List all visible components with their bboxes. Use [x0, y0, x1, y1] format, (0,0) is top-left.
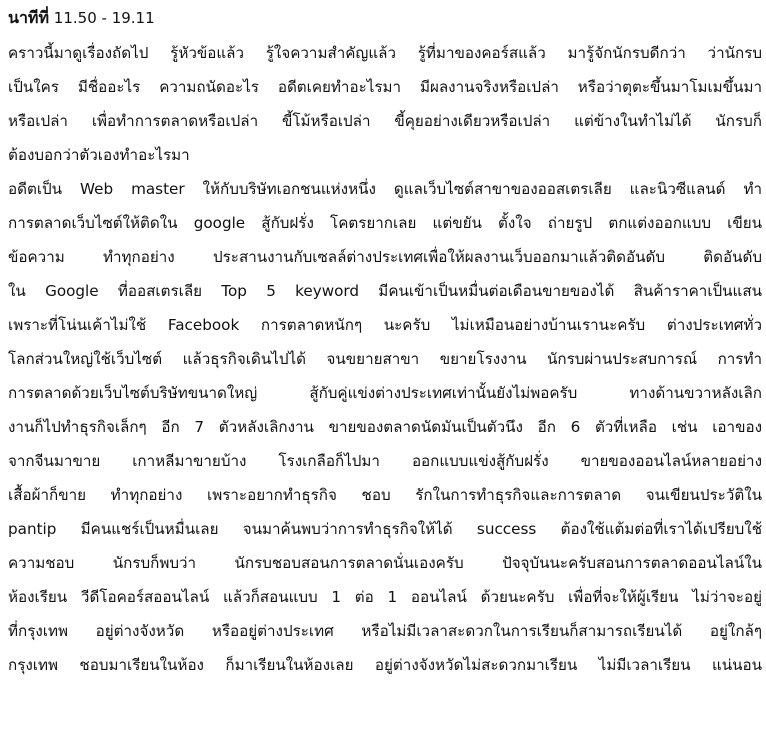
paragraph-line: ห้องเรียน วีดีโอคอร์สออนไลน์ แล้วก็สอนแบบ 1 ต่อ 1 ออนไลน์ ด้วยนะครับ เพื่อที่จะให้ผู้เรียน ไม่ว่าจะอยู่ — [8, 588, 762, 606]
paragraph-line: ความชอบ นักรบก็พบว่า นักรบชอบสอนการตลาดนั่นเองครับ ปัจจุบันนะครับสอนการตลาดออนไลน์ใน — [8, 554, 762, 572]
paragraph-line: งานก็ไปทำธุรกิจเล็กๆ อีก 7 ตัวหลังเลิกงาน ขายของตลาดนัดมันเป็นตัวนึง อีก 6 ตัวที่เหลือ เช่น เอาของ — [8, 418, 762, 436]
paragraph-line: ต้องบอกว่าตัวเองทำอะไรมา — [8, 146, 190, 164]
document-body — [8, 0, 762, 682]
paragraph-line: เป็นใคร มีชื่ออะไร ความถนัดอะไร อดีตเคยทำอะไรมา มีผลงานจริงหรือเปล่า หรือว่าตุตะขึ้นมาโมเมขึ้นมา — [8, 78, 762, 96]
paragraph-line: หรือเปล่า เพื่อทำการตลาดหรือเปล่า ขี้โม้หรือเปล่า ขี้คุยอย่างเดียวหรือเปล่า แต่ข้างในทำไม่ได้ นักรบก็ — [8, 112, 762, 130]
paragraph-line: จากจีนมาขาย เกาหลีมาขายบ้าง โรงเกลือก็ไปมา ออกแบบแข่งสู้กับฝรั่ง ขายของออนไลน์หลายอย่าง — [8, 452, 762, 470]
heading-timestamp: 11.50 - 19.11 — [53, 9, 155, 27]
paragraph-line: โลกส่วนใหญ่ใช้เว็บไซต์ แล้วธุรกิจเดินไปได้ จนขยายสาขา ขยายโรงงาน นักรบผ่านประสบการณ์ การทำ — [8, 350, 762, 368]
paragraph-line: การตลาดด้วยเว็บไซต์บริษัทขนาดใหญ่ สู้กับคู่แข่งต่างประเทศเท่านั้นยังไม่พอครับ ทางด้านขวาหลังเลิก — [8, 384, 762, 402]
paragraph-line: อดีตเป็น Web master ให้กับบริษัทเอกชนแห่งหนึ่ง ดูแลเว็บไซต์สาขาของออสเตรเลีย และนิวซีแลนด์ ทำ — [8, 180, 762, 198]
paragraph-line: ข้อความ ทำทุกอย่าง ประสานงานกับเซลล์ต่างประเทศเพื่อให้ผลงานเว็บออกมาแล้วติดอันดับ ติดอันดับ — [8, 248, 762, 266]
paragraph-biography — [8, 172, 762, 682]
paragraph-line: กรุงเทพ ชอบมาเรียนในห้อง ก็มาเรียนในห้องเลย อยู่ต่างจังหวัดไม่สะดวกมาเรียน ไม่มีเวลาเรียน แน่นอน — [8, 656, 762, 674]
paragraph-line: ใน Google ที่ออสเตรเลีย Top 5 keyword มีคนเข้าเป็นหมื่นต่อเดือนขายของได้ สินค้าราคาเป็นแสน — [8, 282, 762, 300]
paragraph-line: เสื้อผ้าก็ขาย ทำทุกอย่าง เพราะอยากทำธุรกิจ ชอบ รักในการทำธุรกิจและการตลาด จนเขียนประวัติใน — [8, 486, 762, 504]
heading-label: นาทีที่ — [8, 8, 50, 27]
paragraph-line: เพราะที่โน่นเค้าไม่ใช้ Facebook การตลาดหนักๆ นะครับ ไม่เหมือนอย่างบ้านเรานะครับ ต่างประเทศทั่ว — [8, 316, 762, 334]
paragraph-line: การตลาดเว็บไซต์ให้ติดใน google สู้กับฝรั่ง โคตรยากเลย แต่ขยัน ตั้งใจ ถ่ายรูป ตกแต่งออกแบบ เขียน — [8, 214, 762, 232]
section-heading — [8, 0, 762, 36]
paragraph-line: ที่กรุงเทพ อยู่ต่างจังหวัด หรืออยู่ต่างประเทศ หรือไม่มีเวลาสะดวกในการเรียนก็สามารถเรียนได้ อยู่ใกล้ๆ — [8, 622, 762, 640]
paragraph-line: pantip มีคนแชร์เป็นหมื่นเลย จนมาค้นพบว่าการทำธุรกิจให้ได้ success ต้องใช้แต้มต่อที่เราได้เปรียบใช้ — [8, 520, 762, 538]
paragraph-intro — [8, 36, 762, 172]
paragraph-line: คราวนี้มาดูเรื่องถัดไป รู้หัวข้อแล้ว รู้ใจความสำคัญแล้ว รู้ที่มาของคอร์สแล้ว มารู้จักนักรบดีกว่า ว่านักรบ — [8, 44, 762, 62]
